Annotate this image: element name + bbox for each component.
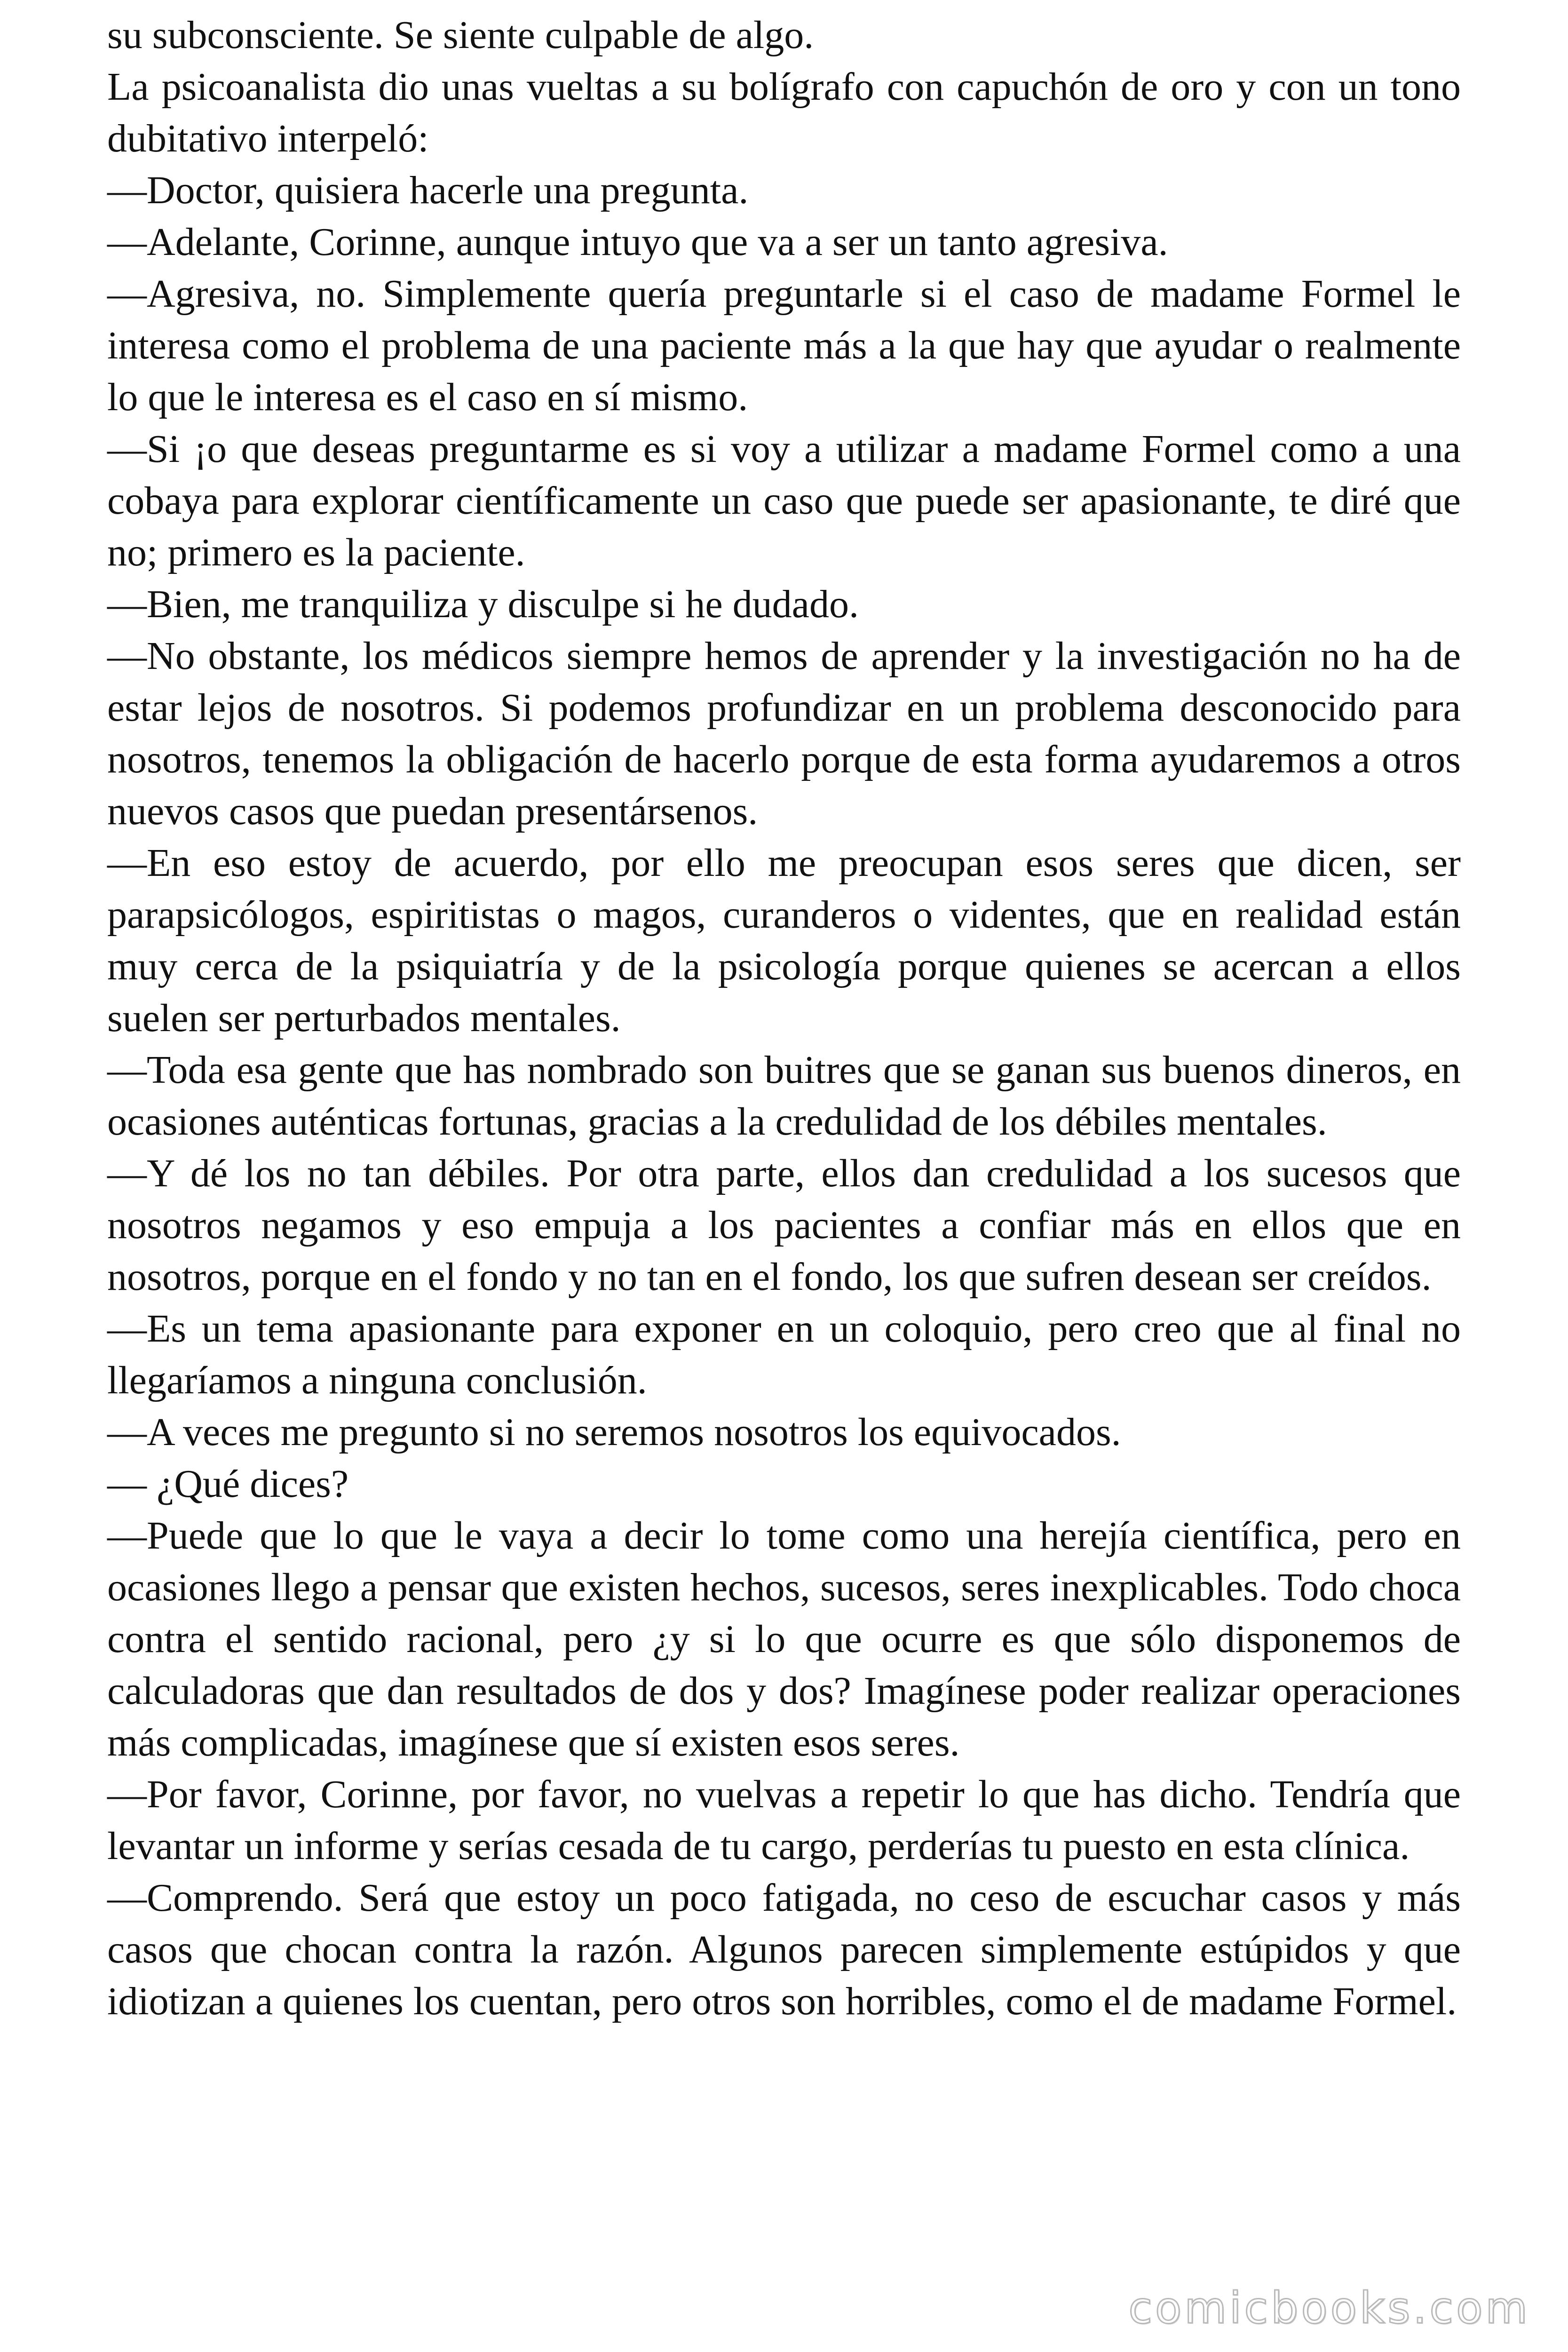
paragraph: —Puede que lo que le vaya a decir lo tome como una herejía científica, pero en ocasiones llego a pensar que existen hechos, sucesos, seres inexplicables. Todo choca contra el sentido racional, pero ¿y si lo que ocurre es que sólo disponemos de calculadoras que dan resultados de dos y dos? Imagínese poder realizar operaciones más complicadas, imagínese que sí existen esos seres. bbox=[107, 1514, 1461, 1764]
paragraph: —Toda esa gente que has nombrado son buitres que se ganan sus buenos dineros, en ocasiones auténticas fortunas, gracias a la credulidad de los débiles mentales. bbox=[107, 1048, 1461, 1144]
paragraph: —A veces me pregunto si no seremos nosotros los equivocados. bbox=[107, 1410, 1121, 1454]
paragraph: —Doctor, quisiera hacerle una pregunta. bbox=[107, 168, 749, 212]
watermark: comicbooks.com bbox=[1128, 2283, 1530, 2333]
paragraph: —Y dé los no tan débiles. Por otra parte, ellos dan credulidad a los sucesos que nosotros negamos y eso empuja a los pacientes a confiar más en ellos que en nosotros, porque en el fondo y no tan en el fondo, los que sufren desean ser creídos. bbox=[107, 1152, 1461, 1299]
paragraph: —Es un tema apasionante para exponer en un coloquio, pero creo que al final no llegaríamos a ninguna conclusión. bbox=[107, 1307, 1461, 1402]
paragraph: —Por favor, Corinne, por favor, no vuelvas a repetir lo que has dicho. Tendría que levantar un informe y serías cesada de tu cargo, perderías tu puesto en esta clínica. bbox=[107, 1772, 1461, 1868]
paragraph: —Adelante, Corinne, aunque intuyo que va a ser un tanto agresiva. bbox=[107, 220, 1168, 264]
paragraph: —En eso estoy de acuerdo, por ello me preocupan esos seres que dicen, ser parapsicólogos, espiritistas o magos, curanderos o videntes, que en realidad están muy cerca de la psiquiatría y de la psicología porque quienes se acercan a ellos suelen ser perturbados mentales. bbox=[107, 841, 1461, 1040]
paragraph: —Comprendo. Será que estoy un poco fatigada, no ceso de escuchar casos y más casos que chocan contra la razón. Algunos parecen simplemente estúpidos y que idiotizan a quienes los cuentan, pero otros son horribles, como el de madame Formel. bbox=[107, 1876, 1461, 2023]
paragraph: —Si ¡o que deseas preguntarme es si voy a utilizar a madame Formel como a una cobaya para explorar científicamente un caso que puede ser apasionante, te diré que no; primero es la paciente. bbox=[107, 427, 1461, 574]
paragraph: —Agresiva, no. Simplemente quería preguntarle si el caso de madame Formel le interesa como el problema de una paciente más a la que hay que ayudar o realmente lo que le interesa es el caso en sí mismo. bbox=[107, 272, 1461, 419]
paragraph: —Bien, me tranquiliza y disculpe si he dudado. bbox=[107, 582, 859, 626]
paragraph: —No obstante, los médicos siempre hemos de aprender y la investigación no ha de estar lejos de nosotros. Si podemos profundizar en un problema desconocido para nosotros, tenemos la obligación de hacerlo porque de esta forma ayudaremos a otros nuevos casos que puedan presentársenos. bbox=[107, 634, 1461, 833]
book-page-text bbox=[107, 9, 1461, 2027]
paragraph: La psicoanalista dio unas vueltas a su bolígrafo con capuchón de oro y con un tono dubitativo interpeló: bbox=[107, 65, 1461, 160]
paragraph: — ¿Qué dices? bbox=[107, 1462, 349, 1506]
paragraph: su subconsciente. Se siente culpable de algo. bbox=[107, 13, 814, 57]
